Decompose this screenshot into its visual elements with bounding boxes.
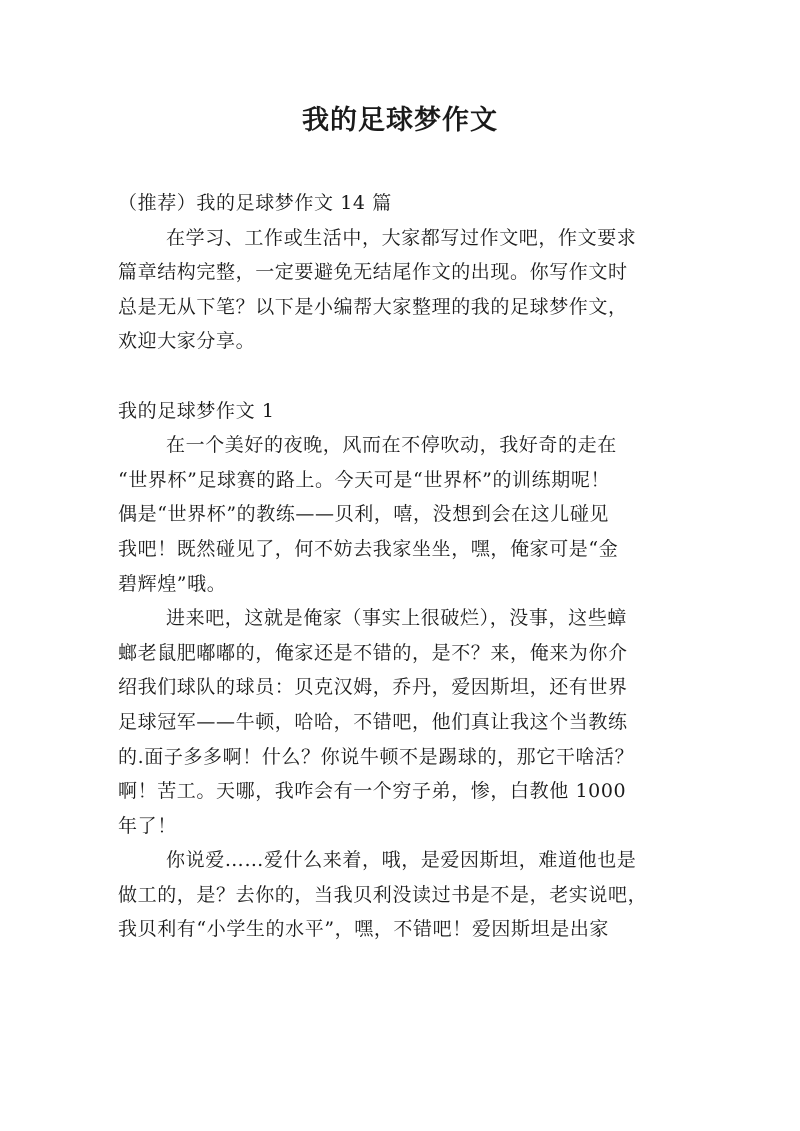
text-line: 啊！苦工。天哪，我咋会有一个穷子弟，惨，白教他 1000 [118,780,627,803]
text-line: 进来吧，这就是俺家（事实上很破烂），没事，这些蟑 [166,607,627,630]
paragraph-3 [118,843,684,947]
text-line: 的.面子多多啊！什么？你说牛顿不是踢球的，那它干啥活？ [118,745,635,768]
paragraph-2 [118,601,684,843]
text-line: 足球冠军——牛顿，哈哈，不错吧，他们真让我这个当教练 [118,710,628,733]
text-line: 在学习、工作或生活中，大家都写过作文吧，作文要求 [166,226,637,249]
paragraph-gap [118,359,684,394]
document-subtitle: （推荐）我的足球梦作文 14 篇 [118,192,392,214]
text-line: 我贝利有“小学生的水平”，嘿，不错吧！爱因斯坦是出家 [118,918,610,941]
document-title: 我的足球梦作文 [302,105,498,136]
text-line: 绍我们球队的球员：贝克汉姆，乔丹，爱因斯坦，还有世界 [118,676,628,699]
text-line: 我吧！既然碰见了，何不妨去我家坐坐，嘿，俺家可是“金 [118,537,619,560]
text-line: 偶是“世界杯”的教练——贝利，嘻，没想到会在这儿碰见 [118,503,610,526]
text-line: 在一个美好的夜晚，风而在不停吹动，我好奇的走在 [166,434,617,457]
text-line: 做工的，是？去你的，当我贝利没读过书是不是，老实说吧， [118,883,648,906]
text-line: “世界杯”足球赛的路上。今天可是“世界杯”的训练期呢！ [118,468,611,491]
document-body [118,186,684,947]
text-line: 你说爱……爱什么来着，哦，是爱因斯坦，难道他也是 [166,849,637,872]
paragraph-1 [118,428,684,601]
text-line: 螂老鼠肥嘟嘟的，俺家还是不错的，是不？来，俺来为你介 [118,641,628,664]
intro-paragraph [118,221,684,359]
text-line: 年了！ [118,814,177,837]
text-line: 总是无从下笔？以下是小编帮大家整理的我的足球梦作文， [118,295,628,318]
text-line: 碧辉煌”哦。 [118,572,227,595]
text-line: 欢迎大家分享。 [118,330,256,353]
section-heading: 我的足球梦作文 1 [118,399,275,422]
text-line: 篇章结构完整，一定要避免无结尾作文的出现。你写作文时 [118,261,628,284]
